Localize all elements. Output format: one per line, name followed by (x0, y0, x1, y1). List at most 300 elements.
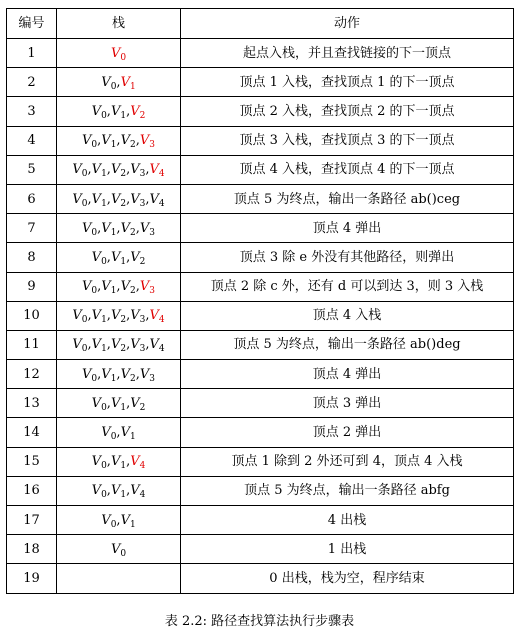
stack-vertex (101, 221, 116, 236)
step-number: 7 (7, 214, 57, 243)
vertex-index: 1 (110, 373, 117, 384)
vertex-letter: V (72, 162, 82, 178)
stack-separator: , (126, 249, 131, 265)
stack-separator: , (97, 220, 102, 236)
step-number: 13 (7, 389, 57, 418)
table-row (7, 243, 514, 272)
vertex-letter: V (72, 191, 82, 207)
step-action: 顶点 5 为终点，输出一条路径 ab()deg (181, 330, 514, 359)
vertex-index: 2 (139, 402, 146, 413)
stack-contents (57, 39, 181, 68)
stack-separator: , (126, 483, 131, 499)
stack-vertex (111, 104, 126, 119)
step-action: 顶点 1 除到 2 外还可到 4，顶点 4 入栈 (181, 447, 514, 476)
table-row (7, 272, 514, 301)
stack-vertex (110, 337, 127, 355)
stack-vertex (111, 396, 126, 411)
table-row (7, 535, 514, 564)
stack-contents (57, 360, 181, 389)
stack-contents (57, 272, 181, 301)
vertex-index: 0 (101, 461, 107, 472)
step-action: 顶点 5 为终点，输出一条路径 ab()ceg (181, 184, 514, 213)
step-number: 11 (7, 330, 57, 359)
vertex-letter: V (82, 220, 92, 236)
stack-separator: , (116, 366, 121, 382)
stack-vertex (72, 308, 88, 326)
table-body (7, 39, 514, 594)
vertex-index: 2 (120, 315, 127, 326)
stack-vertex (130, 337, 146, 355)
stack-vertex (101, 425, 117, 443)
stack-separator: , (106, 249, 111, 265)
stack-separator: , (106, 395, 111, 411)
vertex-index: 2 (139, 110, 146, 121)
stack-vertex (91, 483, 107, 501)
stack-contents (57, 330, 181, 359)
stack-vertex (130, 162, 146, 180)
vertex-letter: V (72, 337, 82, 353)
vertex-letter: V (110, 162, 121, 178)
vertex-letter: V (120, 133, 130, 149)
vertex-index: 0 (101, 402, 107, 413)
step-action: 顶点 4 入栈 (181, 301, 514, 330)
vertex-index: 3 (139, 169, 146, 180)
vertex-index: 2 (129, 286, 136, 297)
table-row (7, 389, 514, 418)
vertex-letter: V (91, 395, 102, 411)
stack-contents (57, 535, 181, 564)
vertex-letter: V (110, 45, 121, 61)
stack-vertex (120, 425, 136, 443)
vertex-index: 0 (91, 286, 98, 297)
stack-vertex (121, 513, 136, 528)
vertex-index: 1 (129, 432, 136, 443)
vertex-letter: V (130, 249, 140, 265)
vertex-letter: V (110, 191, 121, 207)
vertex-index: 1 (101, 198, 107, 209)
vertex-index: 0 (120, 548, 127, 559)
stack-contents (57, 68, 181, 97)
vertex-index: 0 (91, 373, 98, 384)
vertex-letter: V (130, 483, 140, 499)
stack-vertex (130, 104, 145, 119)
stack-vertex (149, 337, 165, 355)
vertex-index: 1 (110, 140, 117, 151)
stack-separator: , (116, 133, 121, 149)
path-search-steps-table-wrapper (6, 8, 513, 594)
vertex-letter: V (130, 103, 140, 119)
stack-vertex (121, 367, 136, 382)
vertex-index: 2 (139, 256, 146, 267)
stack-vertex (111, 46, 126, 61)
vertex-letter: V (82, 279, 92, 295)
vertex-letter: V (110, 337, 121, 353)
vertex-letter: V (110, 308, 121, 324)
vertex-index: 0 (81, 198, 88, 209)
vertex-index: 2 (120, 169, 127, 180)
stack-contents (57, 564, 181, 593)
stack-contents (57, 97, 181, 126)
vertex-index: 4 (158, 198, 165, 209)
stack-vertex (101, 513, 116, 528)
stack-separator: , (97, 133, 102, 149)
stack-vertex (72, 162, 88, 180)
vertex-letter: V (110, 454, 121, 470)
stack-vertex (82, 133, 98, 151)
vertex-letter: V (139, 279, 150, 295)
stack-separator: , (126, 454, 131, 470)
stack-separator: , (116, 425, 121, 441)
vertex-index: 1 (101, 344, 107, 355)
vertex-letter: V (72, 308, 82, 324)
step-action: 起点入栈，并且查找链接的下一顶点 (181, 39, 514, 68)
stack-separator: , (135, 220, 140, 236)
stack-contents (57, 389, 181, 418)
vertex-letter: V (149, 308, 159, 324)
step-number: 18 (7, 535, 57, 564)
stack-contents (57, 155, 181, 184)
stack-vertex (111, 192, 126, 207)
vertex-letter: V (91, 162, 102, 178)
vertex-index: 3 (139, 198, 146, 209)
stack-separator: , (87, 191, 92, 207)
table-row (7, 360, 514, 389)
stack-vertex (82, 221, 97, 236)
stack-separator: , (145, 337, 150, 353)
stack-contents (57, 506, 181, 535)
step-action: 顶点 4 弹出 (181, 214, 514, 243)
stack-separator: , (126, 191, 131, 207)
stack-vertex (130, 396, 145, 411)
table-row (7, 214, 514, 243)
vertex-letter: V (130, 395, 140, 411)
stack-separator: , (106, 191, 111, 207)
vertex-index: 1 (101, 169, 107, 180)
stack-vertex (91, 337, 107, 355)
vertex-index: 0 (110, 81, 117, 92)
step-number: 16 (7, 476, 57, 505)
stack-vertex (92, 250, 107, 265)
step-action: 顶点 2 弹出 (181, 418, 514, 447)
stack-vertex (139, 133, 155, 151)
stack-separator: , (126, 395, 131, 411)
stack-vertex (82, 367, 97, 382)
step-number: 2 (7, 68, 57, 97)
stack-separator: , (106, 308, 111, 324)
stack-vertex (91, 454, 107, 472)
vertex-letter: V (139, 133, 150, 149)
vertex-letter: V (101, 425, 111, 441)
vertex-index: 3 (139, 344, 146, 355)
stack-vertex (140, 221, 155, 236)
step-action: 顶点 4 入栈，查找顶点 4 的下一顶点 (181, 155, 514, 184)
stack-vertex (149, 162, 165, 180)
stack-vertex (130, 308, 146, 326)
stack-separator: , (126, 308, 131, 324)
stack-vertex (72, 337, 88, 355)
vertex-letter: V (91, 308, 102, 324)
vertex-index: 1 (120, 256, 127, 267)
vertex-index: 0 (101, 110, 107, 121)
table-header-row (7, 9, 514, 39)
table-row (7, 330, 514, 359)
stack-separator: , (116, 220, 121, 236)
vertex-index: 0 (120, 52, 127, 63)
stack-vertex (121, 221, 136, 236)
stack-vertex (130, 454, 146, 472)
stack-vertex (91, 162, 107, 180)
stack-separator: , (126, 103, 131, 119)
vertex-letter: V (91, 454, 102, 470)
vertex-index: 1 (129, 81, 136, 92)
stack-contents (57, 301, 181, 330)
step-number: 4 (7, 126, 57, 155)
stack-vertex (91, 308, 107, 326)
stack-vertex (130, 250, 145, 265)
stack-vertex (110, 454, 127, 472)
vertex-letter: V (110, 103, 121, 119)
step-action: 顶点 3 除 e 外没有其他路径，则弹出 (181, 243, 514, 272)
stack-separator: , (106, 162, 111, 178)
stack-vertex (110, 483, 127, 501)
vertex-index: 2 (129, 140, 136, 151)
vertex-letter: V (130, 308, 140, 324)
stack-vertex (111, 542, 126, 557)
vertex-letter: V (130, 191, 140, 207)
step-action: 0 出栈，栈为空，程序结束 (181, 564, 514, 593)
table-row (7, 97, 514, 126)
vertex-letter: V (149, 191, 159, 207)
stack-separator: , (145, 308, 150, 324)
stack-separator: , (135, 366, 140, 382)
vertex-index: 0 (91, 227, 98, 238)
vertex-index: 0 (110, 432, 117, 443)
step-number: 5 (7, 155, 57, 184)
step-action: 顶点 1 入栈，查找顶点 1 的下一顶点 (181, 68, 514, 97)
table-row (7, 447, 514, 476)
table-row (7, 506, 514, 535)
vertex-index: 3 (149, 227, 155, 238)
stack-separator: , (106, 103, 111, 119)
vertex-letter: V (120, 220, 130, 236)
vertex-index: 0 (101, 256, 107, 267)
vertex-index: 1 (110, 227, 117, 238)
stack-vertex (130, 483, 146, 501)
step-number: 3 (7, 97, 57, 126)
vertex-index: 0 (81, 315, 88, 326)
stack-separator: , (145, 162, 150, 178)
stack-contents (57, 214, 181, 243)
stack-contents (57, 243, 181, 272)
vertex-index: 2 (129, 373, 136, 384)
vertex-index: 0 (91, 140, 98, 151)
vertex-letter: V (101, 512, 111, 528)
stack-separator: , (97, 366, 102, 382)
vertex-letter: V (130, 162, 140, 178)
vertex-index: 3 (149, 140, 155, 151)
vertex-index: 3 (139, 315, 146, 326)
stack-vertex (101, 133, 117, 151)
table-row (7, 184, 514, 213)
stack-separator: , (116, 279, 121, 295)
vertex-letter: V (91, 337, 102, 353)
vertex-letter: V (110, 249, 121, 265)
step-number: 1 (7, 39, 57, 68)
step-action: 顶点 4 弹出 (181, 360, 514, 389)
table-row (7, 418, 514, 447)
stack-separator: , (87, 162, 92, 178)
vertex-index: 1 (110, 286, 117, 297)
vertex-letter: V (82, 366, 92, 382)
vertex-index: 1 (120, 461, 127, 472)
step-action: 顶点 3 入栈，查找顶点 3 的下一顶点 (181, 126, 514, 155)
step-number: 14 (7, 418, 57, 447)
vertex-letter: V (120, 425, 130, 441)
vertex-index: 3 (149, 286, 155, 297)
vertex-index: 4 (139, 490, 146, 501)
step-action: 顶点 2 入栈，查找顶点 2 的下一顶点 (181, 97, 514, 126)
vertex-index: 4 (158, 344, 165, 355)
table-caption: 表 2.2: 路径查找算法执行步骤表 (164, 614, 355, 629)
step-action: 顶点 2 除 c 外，还有 d 可以到达 3，则 3 入栈 (181, 272, 514, 301)
step-number: 15 (7, 447, 57, 476)
stack-separator: , (116, 512, 121, 528)
stack-vertex (92, 104, 107, 119)
stack-vertex (139, 279, 155, 297)
path-search-steps-table (6, 8, 514, 594)
table-row (7, 68, 514, 97)
stack-vertex (130, 192, 145, 207)
vertex-letter: V (101, 220, 111, 236)
stack-vertex (101, 75, 116, 90)
step-action: 1 出栈 (181, 535, 514, 564)
stack-contents (57, 184, 181, 213)
vertex-letter: V (110, 483, 121, 499)
vertex-letter: V (101, 279, 111, 295)
vertex-letter: V (91, 103, 102, 119)
table-row (7, 564, 514, 593)
stack-vertex (92, 192, 107, 207)
stack-vertex (120, 133, 136, 151)
step-number: 6 (7, 184, 57, 213)
vertex-letter: V (110, 395, 121, 411)
stack-contents (57, 447, 181, 476)
stack-vertex (149, 308, 165, 326)
step-number: 12 (7, 360, 57, 389)
stack-separator: , (126, 162, 131, 178)
header-num: 编号 (7, 9, 57, 39)
vertex-letter: V (120, 512, 130, 528)
vertex-letter: V (130, 454, 140, 470)
vertex-index: 0 (101, 490, 107, 501)
step-number: 17 (7, 506, 57, 535)
stack-vertex (110, 308, 127, 326)
vertex-letter: V (139, 366, 150, 382)
vertex-index: 4 (139, 461, 146, 472)
vertex-letter: V (130, 337, 140, 353)
vertex-letter: V (91, 249, 102, 265)
stack-separator: , (145, 191, 150, 207)
stack-separator: , (126, 337, 131, 353)
stack-vertex (92, 396, 107, 411)
table-row (7, 301, 514, 330)
vertex-index: 2 (120, 344, 127, 355)
vertex-index: 3 (149, 373, 155, 384)
stack-vertex (110, 162, 127, 180)
step-number: 10 (7, 301, 57, 330)
vertex-index: 1 (120, 110, 127, 121)
stack-separator: , (135, 279, 140, 295)
step-number: 19 (7, 564, 57, 593)
vertex-letter: V (101, 74, 111, 90)
vertex-letter: V (101, 366, 111, 382)
vertex-index: 2 (129, 227, 136, 238)
stack-contents (57, 418, 181, 447)
stack-separator: , (97, 279, 102, 295)
stack-vertex (72, 192, 87, 207)
stack-vertex (101, 279, 117, 297)
vertex-letter: V (110, 541, 121, 557)
vertex-letter: V (91, 483, 102, 499)
step-action: 顶点 5 为终点，输出一条路径 abfg (181, 476, 514, 505)
vertex-index: 4 (158, 169, 165, 180)
stack-contents (57, 476, 181, 505)
stack-contents (57, 126, 181, 155)
stack-vertex (140, 367, 155, 382)
table-row (7, 39, 514, 68)
header-stack: 栈 (57, 9, 181, 39)
vertex-index: 0 (81, 344, 88, 355)
vertex-index: 1 (101, 315, 107, 326)
vertex-letter: V (120, 279, 130, 295)
stack-vertex (120, 279, 136, 297)
stack-separator: , (106, 337, 111, 353)
table-row (7, 126, 514, 155)
stack-vertex (121, 75, 136, 90)
vertex-index: 4 (158, 315, 165, 326)
table-row (7, 476, 514, 505)
vertex-letter: V (101, 133, 111, 149)
step-action: 4 出栈 (181, 506, 514, 535)
vertex-index: 1 (120, 402, 127, 413)
stack-separator: , (87, 337, 92, 353)
vertex-index: 1 (129, 519, 136, 530)
stack-vertex (101, 367, 116, 382)
stack-separator: , (116, 74, 121, 90)
vertex-index: 2 (120, 198, 127, 209)
step-action: 顶点 3 弹出 (181, 389, 514, 418)
step-number: 8 (7, 243, 57, 272)
vertex-letter: V (91, 191, 102, 207)
vertex-letter: V (139, 220, 150, 236)
vertex-index: 0 (110, 519, 117, 530)
stack-separator: , (87, 308, 92, 324)
vertex-letter: V (120, 74, 130, 90)
stack-vertex (82, 279, 98, 297)
vertex-index: 0 (81, 169, 88, 180)
stack-vertex (111, 250, 126, 265)
header-action: 动作 (181, 9, 514, 39)
vertex-letter: V (149, 162, 159, 178)
vertex-letter: V (149, 337, 159, 353)
vertex-index: 1 (120, 490, 127, 501)
step-number: 9 (7, 272, 57, 301)
stack-separator: , (106, 454, 111, 470)
stack-vertex (149, 192, 164, 207)
stack-separator: , (135, 133, 140, 149)
vertex-letter: V (82, 133, 92, 149)
stack-separator: , (106, 483, 111, 499)
